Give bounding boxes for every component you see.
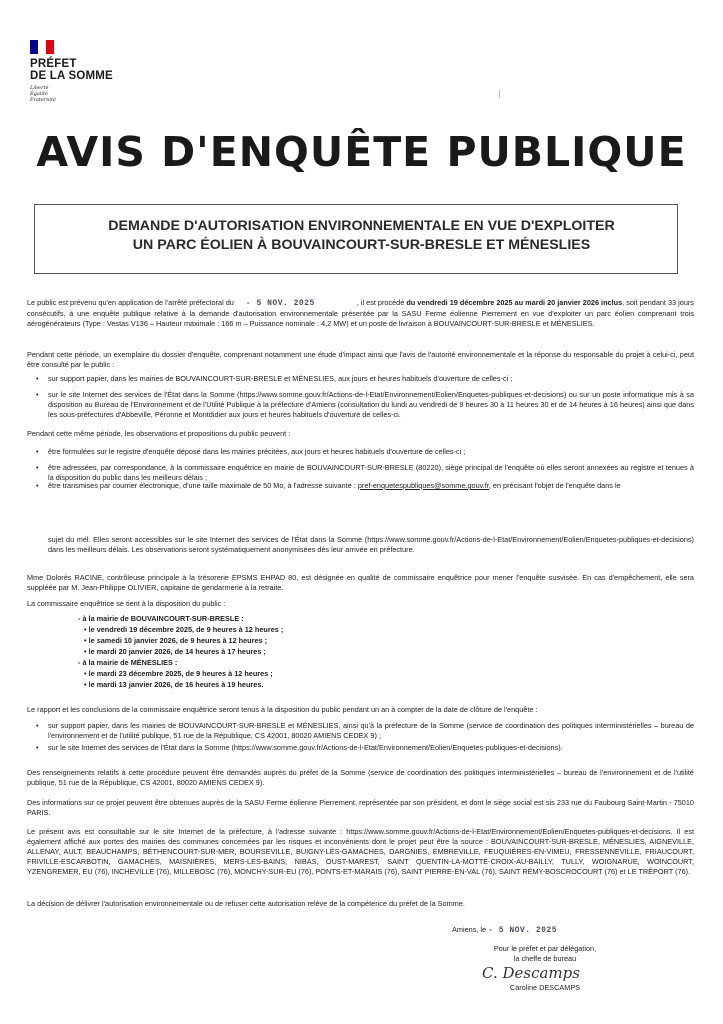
prefecture-logo [30,40,113,103]
subtitle: DEMANDE D'AUTORISATION ENVIRONNEMENTALE EN VUE D'EXPLOITER UN PARC ÉOLIEN À BOUVAINCOURT-SUR-BRESLE ET MÉNESLIES [108,218,615,253]
list-item: • sur le site Internet des services de l'État dans la Somme (https://www.somme.gouv.fr/Actions-de-l-Etat/Environnement/Eolien/Enquetes-publiques-et-decisions). [48,743,694,753]
dispo-intro: La commissaire enquêtrice se tient à la disposition du public : [27,599,226,608]
republic-motto: Liberté Égalité Fraternité [30,85,56,103]
tricolor-flag-icon [30,40,54,54]
informations-paragraph: Des informations sur ce projet peuvent être obtenues auprès de la SASU Ferme éolienne Pierrement, représentée par son président, et dont le siège social est sis 233 rue du Faubourg Saint-Martin - 75010 PARIS. [27,798,694,817]
email-link[interactable]: pref-enquetespubliques@somme.gouv.fr [357,481,489,490]
observations-continued: sujet du mél. Elles seront accessibles sur le site Internet des services de l'État dans la Somme (https://www.somme.gouv.fr/Actions-de-l-Etat/Environnement/Eolien/Enquetes-publiques-et-decisions) dans les meilleurs délais. Les observations seront systématiquement anonymisées dès leur arrivée en préfecture. [48,535,694,554]
list-item: • sur support papier, dans les mairies de BOUVAINCOURT-SUR-BRESLE et MÉNESLIES, ainsi qu'à la préfecture de la Somme (service de coordination des politiques interministérielles – bureau de l'environnement et de l'utilité publique, 51 rue de la République, CS 42001, 80020 AMIENS CEDEX 9) ; [48,721,694,741]
signature-date: Amiens, le - 5 NOV. 2025 [452,925,558,935]
list-item: • sur support papier, dans les mairies de BOUVAINCOURT-SUR-BRESLE et MÉNESLIES, aux jours et heures habituels d'ouverture de celles-ci ; [48,374,694,384]
commissaire-paragraph: Mme Dolorès RACINE, contrôleuse principale à la trésorerie EPSMS EHPAD 80, est désignée en qualité de commissaire enquêtrice pour mener l'enquête susvisée. En cas d'empêchement, elle sera suppléée par M. Jean-Philippe OLIVIER, capitaine de gendarmerie à la retraite. [27,573,694,592]
list-item: • sur le site Internet des services de l'État dans la Somme (https://www.somme.gouv.fr/Actions-de-l-Etat/Environnement/Eolien/Enquetes-publiques-et-decisions) ou sur un poste informatique mis à sa disposition au Bureau de l'Environnement et de l'Utilité Publique à la préfecture d'Amiens (consultation du lundi au vendredi de 9 heures 30 à 11 heures 30 et de 14 heures à 16 heures) ainsi que dans les sous-préfectures d'Abbeville, Péronne et Montdidier aux jours et heures habituels d'ouverture de celles-ci. [48,390,694,420]
prefet-name: PRÉFET DE LA SOMME [30,58,113,82]
page-title: AVIS D'ENQUÊTE PUBLIQUE [36,128,687,176]
intro-paragraph: Le public est prévenu qu'en application de l'arrêté préfectoral du - 5 NOV. 2025 , il est procédé du vendredi 19 décembre 2025 au mardi 20 janvier 2026 inclus, soit pendant 33 jours consécutifs, à une enquête publique relative à la demande d'autorisation environnementale présentée par la SASU Ferme éolienne Pierrement en vue d'exploiter un parc éolien comprenant trois aérogénérateurs (Type : Vestas V136 – Hauteur maximale : 166 m – Puissance nominale : 4,2 MW) et un poste de livraison à BOUVAINCOURT-SUR-BRESLE et MÉNESLIES. [27,298,694,328]
observations-intro: Pendant cette même période, les observations et propositions du public peuvent : [27,429,291,438]
period-paragraph: Pendant cette période, un exemplaire du dossier d'enquête, comprenant notamment une étude d'impact ainsi que l'avis de l'autorité environnementale et la réponse du responsable du projet à celui-ci, peut être consulté par le public : [27,350,694,369]
consultable-paragraph: Le présent avis est consultable sur le site Internet de la préfecture, à l'adresse suivante : https://www.somme.gouv.fr/Actions-de-l-Etat/Environnement/Eolien/Enquetes-publiques-et-decisions. Il est également affiché aux portes des mairies des communes concernées par les risques et inconvénients dont le projet peut être la source : BOUVAINCOURT-SUR-BRESLE, MÉNESLIES, AIGNEVILLE, ALLENAY, AULT, BEAUCHAMPS, BÉTHENCOURT-SUR-MER, BOURSEVILLE, BUIGNY-LÈS-GAMACHES, DARGNIES, EMBREVILLE, FEUQUIÈRES-EN-VIMEU, FRESSENNEVILLE, FRIAUCOURT, FRIVILLE-ESCARBOTIN, GAMACHES, MAISNIÈRES, MERS-LES-BAINS, NIBAS, OUST-MAREST, SAINT QUENTIN-LA-MOTTE-CROIX-AU-BAILLY, TULLY, WOIGNARUE, WOINCOURT, YZENGREMER, EU (76), INCHEVILLE (76), MILLEBOSC (76), MONCHY-SUR-EU (76), PONTS-ET-MARAIS (76), SAINT PIERRE-EN-VAL (76), SAINT RÉMY-BOSCROCOURT (76) et LE TRÉPORT (76). [27,827,694,876]
list-item: • être adressées, par correspondance, à la commissaire enquêtrice en mairie de BOUVAINCOURT-SUR-BRESLE (80220), siège principal de l'enquête où elles seront annexées au registre et tenues à la disposition du public dans les meilleurs délais ; [48,463,694,483]
signature-delegation: Pour le préfet et par délégation, la cheffe de bureau [493,944,597,963]
list-item: • être transmises par courrier électronique, d'une taille maximale de 50 Mo, à l'adresse suivante : pref-enquetespubliques@somme.gouv.fr, en précisant l'objet de l'enquête dans le [48,481,694,491]
scan-mark [499,90,500,98]
list-item: • être formulées sur le registre d'enquête déposé dans les mairies précitées, aux jours et heures habituels d'ouverture de celles-ci ; [48,447,694,457]
date-stamp: - 5 NOV. 2025 [488,926,558,935]
signatory-name: Caroline DESCAMPS [509,983,581,992]
dispo-schedule: - à la mairie de BOUVAINCOURT-SUR-BRESLE : • le vendredi 19 décembre 2025, de 9 heures à 12 heures ; • le samedi 10 janvier 2026, de 9 heures à 12 heures ; • le mardi 20 janvier 2026, de 14 heures à 17 heures ; - à la mairie de MÉNESLIES : • le mardi 23 décembre 2025, de 9 heures à 12 heures ; • le mardi 13 janvier 2026, de 16 heures à 19 heures. [78,614,284,689]
renseignements-paragraph: Des renseignements relatifs à cette procédure peuvent être demandés auprès du préfet de la Somme (service de coordination des politiques interministérielles – bureau de l'environnement et de l'utilité publique, 51 rue de la République, CS 42001, 80020 AMIENS CEDEX 9). [27,768,694,787]
decision-paragraph: La décision de délivrer l'autorisation environnementale ou de refuser cette autorisation relève de la compétence du préfet de la Somme. [27,899,465,908]
handwritten-signature: C. Descamps [482,964,580,982]
date-stamp: - 5 NOV. 2025 [245,299,315,308]
rapport-intro: Le rapport et les conclusions de la commissaire enquêtrice seront tenus à la disposition du public pendant un an à compter de la date de clôture de l'enquête : [27,705,538,714]
